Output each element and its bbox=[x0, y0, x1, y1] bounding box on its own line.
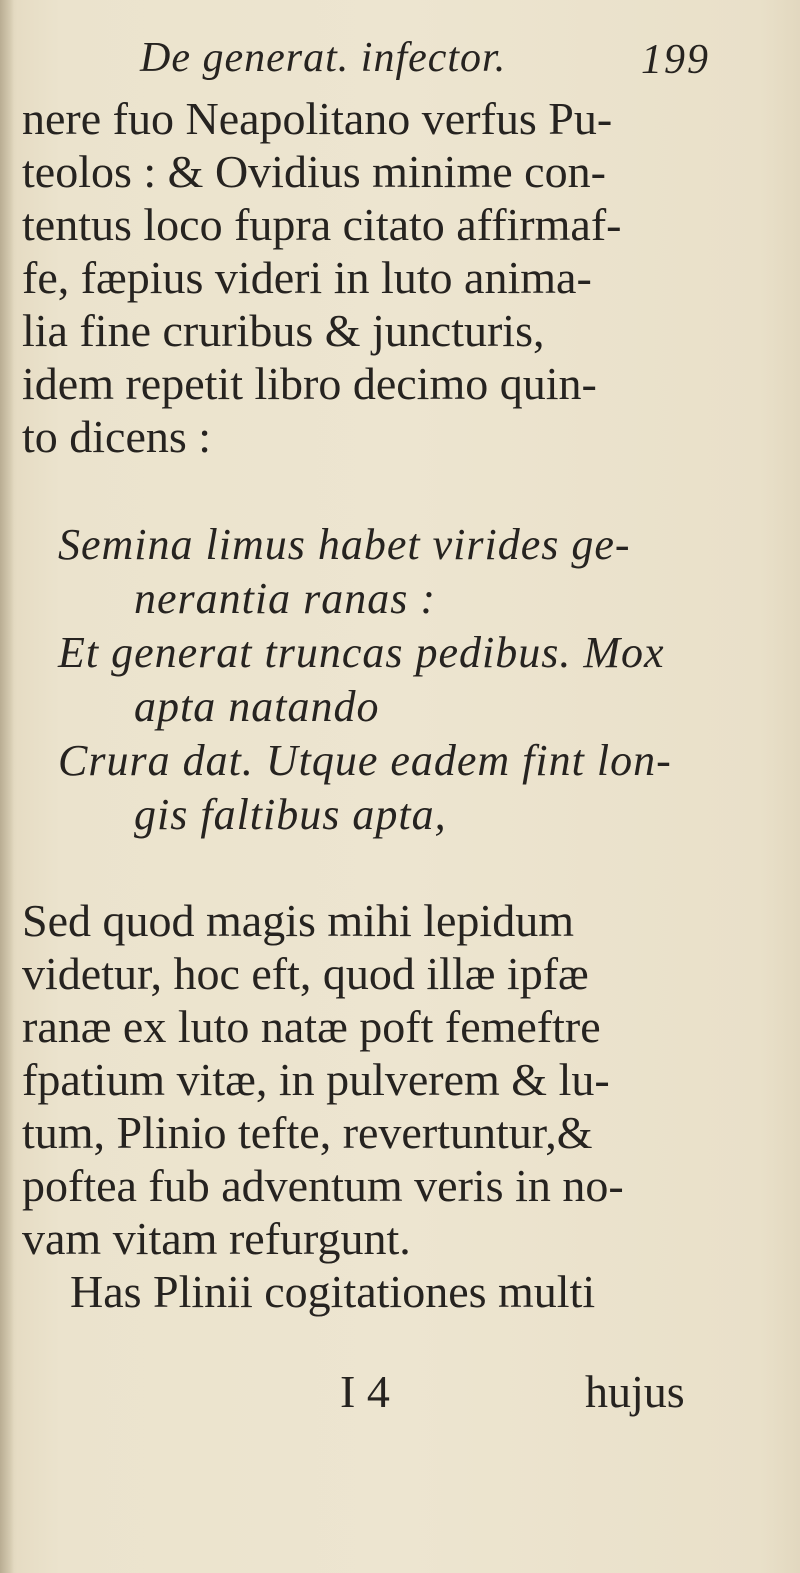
verse-line: Crura dat. Utque eadem fint lon- bbox=[58, 736, 672, 785]
verse-line: Et generat truncas pedibus. Mox bbox=[58, 628, 665, 677]
page-number: 199 bbox=[641, 37, 710, 83]
verse-line: Semina limus habet virides ge- bbox=[58, 520, 631, 569]
text-line: lia fine cruribus & juncturis, bbox=[22, 305, 545, 356]
prose-paragraph-1 bbox=[22, 92, 722, 463]
text-line: Sed quod magis mihi lepidum bbox=[22, 895, 574, 946]
page-footer bbox=[0, 1365, 800, 1425]
text-line: to dicens : bbox=[22, 411, 212, 462]
text-line: ranæ ex luto natæ poft femeftre bbox=[22, 1001, 601, 1052]
text-line: fpatium vitæ, in pulverem & lu- bbox=[22, 1054, 610, 1105]
text-line: vam vitam refurgunt. bbox=[22, 1213, 411, 1264]
verse-line: gis faltibus apta, bbox=[134, 790, 447, 839]
verse-line: nerantia ranas : bbox=[134, 574, 436, 623]
signature-mark: I 4 bbox=[340, 1366, 390, 1417]
catchword: hujus bbox=[585, 1366, 685, 1417]
verse-line: apta natando bbox=[134, 682, 380, 731]
text-line: idem repetit libro decimo quin- bbox=[22, 358, 597, 409]
text-line: tentus loco fupra citato affirmaf- bbox=[22, 199, 622, 250]
text-line: nere fuo Neapolitano verfus Pu- bbox=[22, 93, 613, 144]
running-title: De generat. infector. bbox=[140, 35, 507, 81]
text-line: fe, fæpius videri in luto anima- bbox=[22, 252, 592, 303]
verse-quotation bbox=[58, 518, 738, 842]
page-gutter-shadow bbox=[0, 0, 14, 1573]
text-line: poftea fub adventum veris in no- bbox=[22, 1160, 624, 1211]
prose-paragraph-2 bbox=[22, 894, 722, 1318]
text-line: Has Plinii cogitationes multi bbox=[70, 1266, 596, 1317]
text-line: tum, Plinio tefte, revertuntur,& bbox=[22, 1107, 593, 1158]
text-line: teolos : & Ovidius minime con- bbox=[22, 146, 606, 197]
page-header bbox=[140, 34, 720, 94]
text-line: videtur, hoc eft, quod illæ ipfæ bbox=[22, 948, 589, 999]
